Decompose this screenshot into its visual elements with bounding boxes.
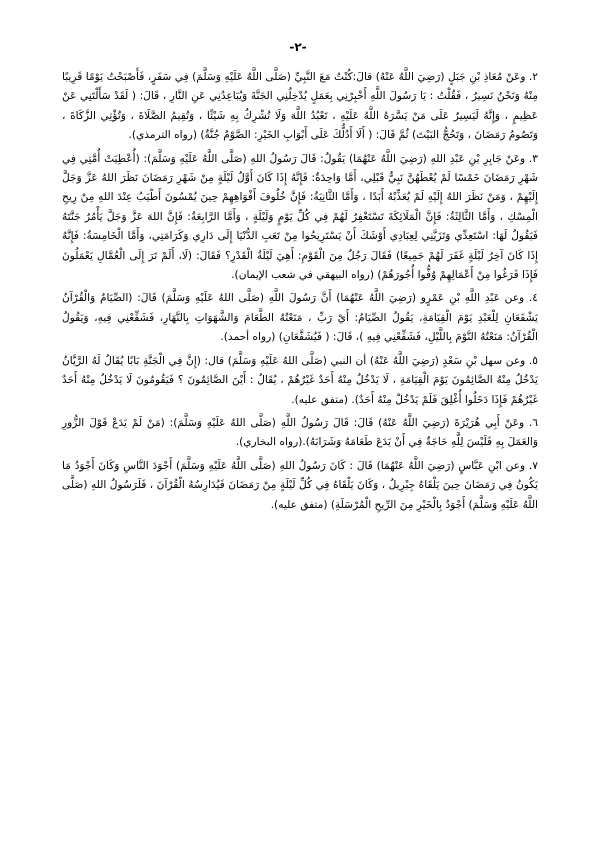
hadith-paragraph-5: ٥. وعن سهل بْنِ سَعْدٍ (رَضِيَ اللَّهُ عَنْهُ) أن النبي (صَلَّى اللهُ عَلَيْهِ وَسَلَّمَ) قال: (إِنَّ فِي الْجَنَّةِ بَابًا يُقَالُ لَهُ الرَّيَّانُ يَدْخُلُ مِنْهُ الصَّائِمُونَ يَوْمَ الْقِيَامَةِ ، لَا يَدْخُلُ مِنْهُ أَحَدٌ غَيْرُهُمْ ، يُقَالُ : أَيْنَ الصَّائِمُونَ ؟ فَيَقُومُونَ لَا يَدْخُلُ مِنْهُ أَحَدٌ غَيْرُهُمْ فَإِذَا دَخَلُوا أُغْلِقَ فَلَمْ يَدْخُلْ مِنْهُ أَحَدٌ). (متفق عليه). xyxy=(62,354,538,406)
hadith-paragraph-2: ٢. وعَنْ مُعَاذِ بْنِ جَبَلٍ (رَضِيَ اللَّهُ عَنْهُ) قالَ:كُنْتُ مَعَ النَّبِيِّ (صَلَّى اللَّهُ عَلَيْهِ وَسَلَّمَ) فِي سَفَرٍ، فَأَصْبَحْتُ يَوْمًا قَرِيبًا مِنْهُ وَنَحْنُ نَسِيرُ ، فَقُلْتُ : يَا رَسُولَ اللَّهِ أَخْبِرْنِي بِعَمَلٍ يُدْخِلُنِي الجَنَّةَ وَيُبَاعِدُنِي عَنِ النَّارِ ، قَالَ: ( لَقَدْ سَأَلْتَنِي عَنْ عَظِيمٍ ، وَإِنَّهُ لَيَسِيرٌ عَلَى مَنْ يَسَّرَهُ اللَّهُ عَلَيْهِ ، تَعْبُدُ اللَّهَ وَلَا تُشْرِكُ بِهِ شَيْئًا ، وَتُقِيمُ الصَّلَاةَ ، وَتُؤْتِي الزَّكَاةَ ، وَتَصُومُ رَمَضَانَ ، وَتَحُجُّ البَيْتَ) ثُمَّ قَالَ: ( أَلَا أَدُلُّكَ عَلَى أَبْوَابِ الخَيْرِ: الصَّوْمُ جُنَّةٌ) (رواه الترمذي). xyxy=(62,71,538,142)
hadith-paragraph-4: ٤. وعن عَبْدِ اللَّهِ بْنِ عَمْرٍو (رَضِيَ اللَّهُ عَنْهُمَا) أَنَّ رَسُولَ اللَّهِ (صَلَّى اللهُ عَلَيْهِ وَسَلَّمَ) قَالَ: (الصِّيَامُ وَالْقُرْآنُ يَشْفَعَانِ لِلْعَبْدِ يَوْمَ الْقِيَامَةِ، يَقُولُ الصِّيَامُ: أَيْ رَبِّ ، مَنَعْتُهُ الطَّعَامَ وَالشَّهَوَاتِ بِالنَّهَارِ، فَشَفِّعْنِي فِيهِ، وَيَقُولُ الْقُرْآنُ: مَنَعْتُهُ النَّوْمَ بِاللَّيْلِ، فَشَفِّعْنِي فِيهِ )، قَالَ: ( فَيُشَفَّعَانِ) (رواه أحمد). xyxy=(62,292,538,344)
page-number: -٢- xyxy=(289,40,307,54)
hadith-paragraph-6: ٦. وعَنْ أَبِي هُرَيْرَةَ (رَضِيَ اللَّهُ عَنْهُ) قَالَ: قَالَ رَسُولُ اللَّهِ (صَلَّى اللهُ عَلَيْهِ وَسَلَّمَ): (مَنْ لَمْ يَدَعْ قَوْلَ الزُّورِ وَالعَمَلَ بِهِ فَلَيْسَ لِلَّهِ حَاجَةٌ فِي أَنْ يَدَعَ طَعَامَهُ وَشَرَابَهُ).(رواه البخاري). xyxy=(62,416,538,449)
hadith-paragraph-7: ٧. وعن ابْنِ عَبَّاسٍ (رَضِيَ اللَّهُ عَنْهُمَا) قَالَ : كَانَ رَسُولُ اللهِ (صَلَّى اللَّهُ عَلَيْهِ وَسَلَّمَ) أَجْوَدَ النَّاسِ وَكَانَ أَجْوَدُ مَا يَكُونُ فِي رَمَضَانَ حِينَ يَلْقَاهُ جِبْرِيلُ ، وَكَانَ يَلْقَاهُ فِي كُلِّ لَيْلَةٍ مِنْ رَمَضَانَ فَيُدَارِسُهُ الْقُرْآنَ ، فَلَرَسُولُ اللهِ (صَلَّى اللَّهُ عَلَيْهِ وَسَلَّمَ) أَجْوَدُ بِالْخَيْرِ مِنَ الرِّيحِ الْمُرْسَلَةِ) (متفق عليه). xyxy=(62,459,538,511)
document-body xyxy=(62,68,538,519)
hadith-paragraph-3: ٣. وعَنْ جَابِرِ بْنِ عَبْدِ اللهِ (رَضِيَ اللَّهُ عَنْهُمَا) يَقُولُ: قَالَ رَسُولُ اللهِ (صَلَّى اللَّهُ عَلَيْهِ وَسَلَّمَ): (أُعْطِيَتْ أُمَّتِي فِي شَهْرِ رَمَضَانَ خَمْسًا لَمْ يُعْطَهُنَّ نَبِيٌّ قَبْلِي، أَمَّا وَاحِدَةٌ: فَإِنَّهُ إِذَا كَانَ أَوَّلُ لَيْلَةٍ مِنْ شَهْرِ رَمَضَانَ نَظَرَ اللهُ عَزَّ وَجَلَّ إِلَيْهِمْ ، وَمَنْ نَظَرَ اللهُ إِلَيْهِ لَمْ يُعَذِّبْهُ أَبَدًا ، وَأَمَّا الثَّانِيَةُ: فَإِنَّ خُلُوفَ أَفْوَاهِهِمْ حِينَ يُمْسُونَ أَطْيَبُ عِنْدَ اللهِ مِنْ رِيحِ الْمِسْكِ ، وَأَمَّا الثَّالِثَةُ: فَإِنَّ الْمَلَائِكَةَ تَسْتَغْفِرُ لَهُمْ فِي كُلِّ يَوْمٍ وَلَيْلَةٍ ، وَأَمَّا الرَّابِعَةُ: فَإِنَّ اللهَ عَزَّ وَجَلَّ يَأْمُرُ جَنَّتَهُ فَيَقُولُ لَهَا: اسْتَعِدِّي وَتَزَيَّنِي لِعِبَادِي أَوْشَكَ أَنْ يَسْتَرِيحُوا مِنْ تَعَبِ الدُّنْيَا إِلَى دَارِي وَكَرَامَتِي، وَأَمَّا الْخَامِسَةُ: فَإِنَّهُ إِذَا كَانَ آخِرُ لَيْلَةٍ غَفَرَ لَهُمْ جَمِيعًا) فَقَالَ رَجُلٌ مِنَ الْقَوْمِ: أَهِيَ لَيْلَةُ الْقَدْرِ؟ فَقَالَ: (لَا، أَلَمْ تَرَ إِلَى الْعُمَّالِ يَعْمَلُونَ فَإِذَا فَرَغُوا مِنْ أَعْمَالِهِمْ وُفُّوا أُجُورَهُمْ) (رواه البيهقي في شعب الإيمان). xyxy=(62,152,538,282)
